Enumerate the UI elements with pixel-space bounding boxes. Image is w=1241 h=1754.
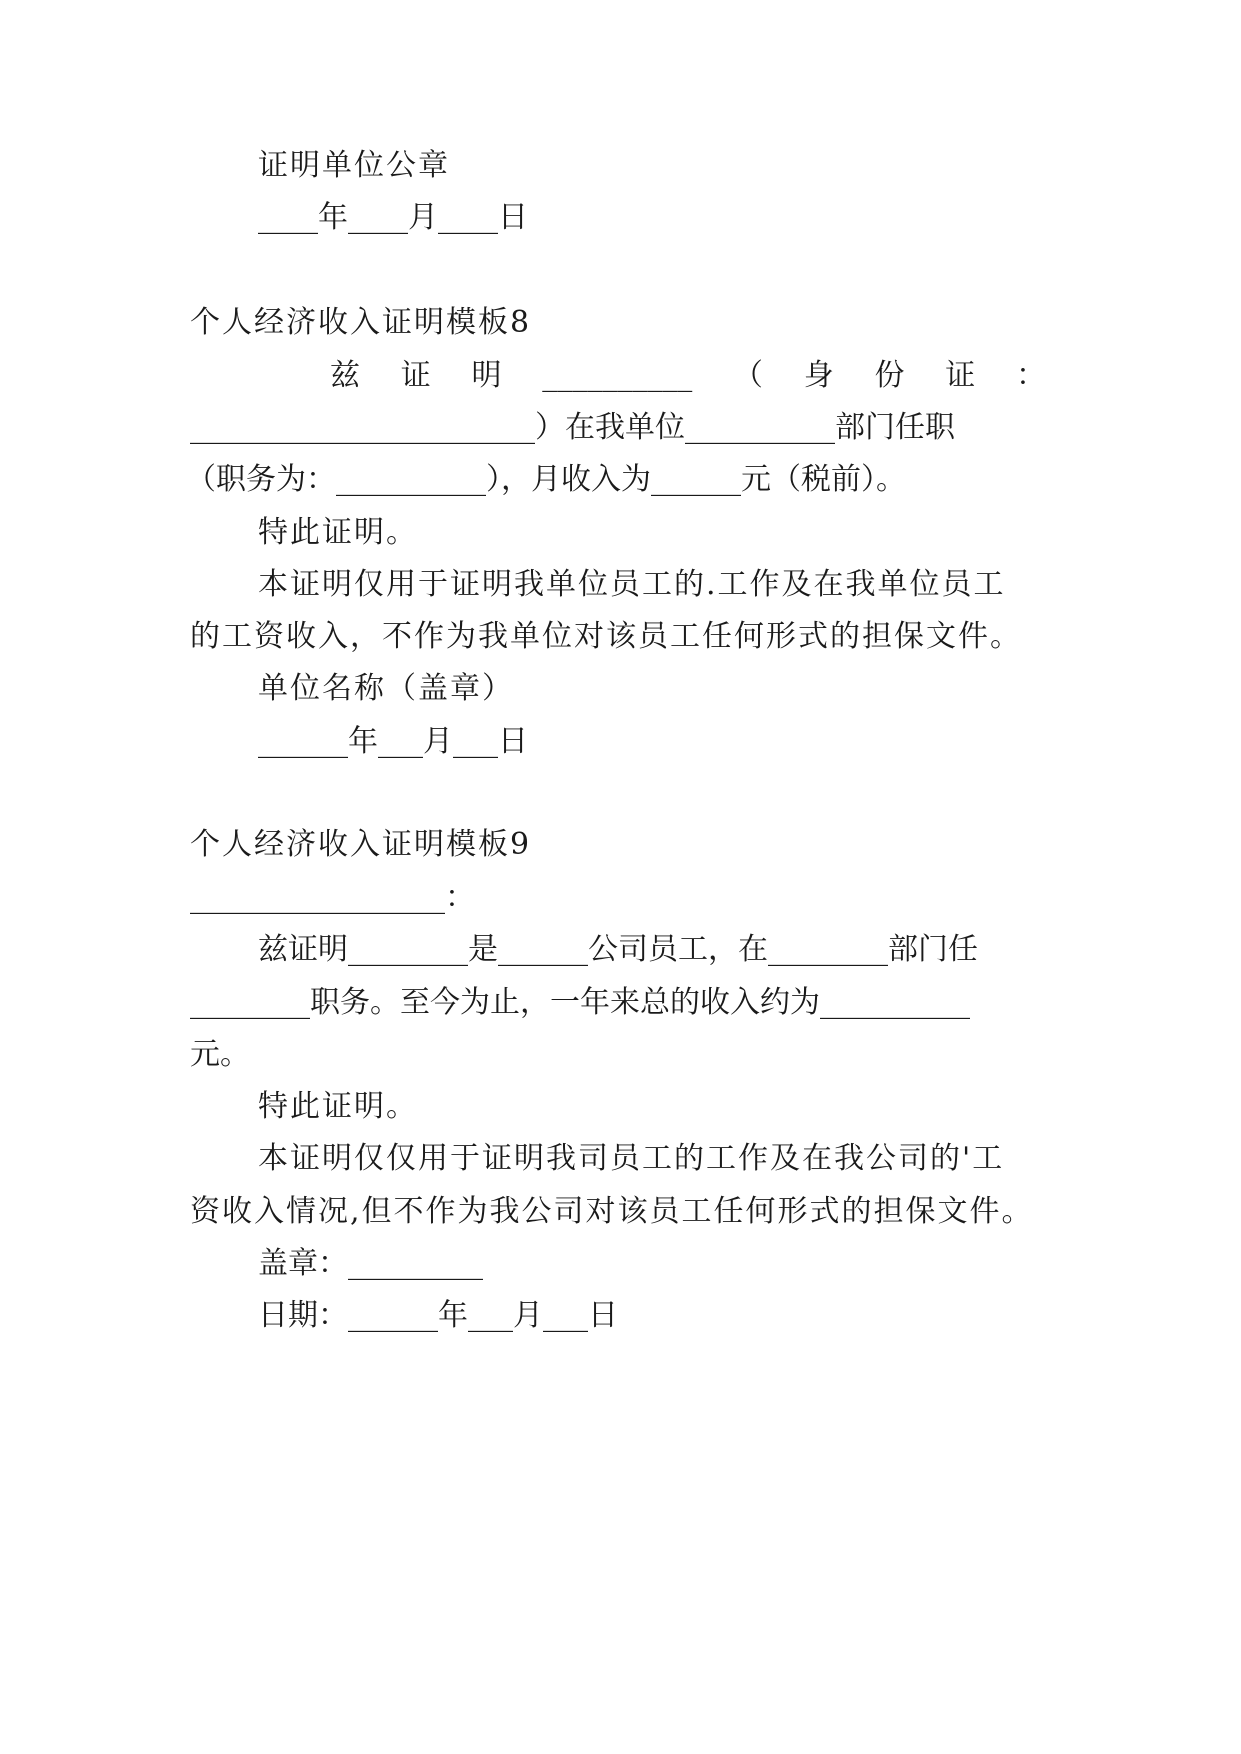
seal-line: 证明单位公章 — [258, 148, 450, 183]
paragraph-line: 资收入情况,但不作为我公司对该员工任何形式的担保文件。 — [190, 1194, 1034, 1229]
text-token: 份 — [874, 358, 905, 393]
closing-line: 特此证明。 — [258, 1089, 418, 1124]
text-token: 明 — [471, 358, 502, 393]
paragraph-line: 兹证明________是______公司员工，在________部门任 — [258, 932, 978, 967]
text-token: ： — [1016, 358, 1046, 393]
text-token: 证 — [400, 358, 431, 393]
paragraph-line: _______________________）在我单位__________部门任职 — [190, 410, 955, 445]
date-line: ______年___月___日 — [258, 724, 528, 759]
justified-line — [330, 358, 1046, 394]
section-heading-9: 个人经济收入证明模板9 — [190, 827, 532, 862]
seal-field-line: 盖章：_________ — [258, 1246, 483, 1281]
company-seal-line: 单位名称（盖章） — [258, 671, 514, 706]
addressee-line: _________________： — [190, 880, 475, 915]
section-heading-8: 个人经济收入证明模板8 — [190, 305, 532, 340]
blank-field: __________ — [542, 358, 693, 393]
paragraph-line: 的工资收入，不作为我单位对该员工任何形式的担保文件。 — [190, 619, 1022, 654]
paragraph-line: 本证明仅仅用于证明我司员工的工作及在我公司的'工 — [258, 1141, 1005, 1176]
paragraph-line: 本证明仅用于证明我单位员工的.工作及在我单位员工 — [258, 567, 1006, 602]
date-line: ____年____月____日 — [258, 200, 528, 235]
paragraph-line: （职务为：__________），月收入为______元（税前）。 — [186, 462, 906, 497]
text-token: 身 — [803, 358, 834, 393]
text-token: 证 — [945, 358, 976, 393]
text-token: 兹 — [330, 358, 360, 393]
date-field-line: 日期：______年___月___日 — [258, 1298, 618, 1333]
text-token: （ — [733, 358, 763, 393]
paragraph-line: ________职务。至今为止，一年来总的收入约为__________ — [190, 985, 970, 1020]
paragraph-line: 元。 — [190, 1037, 250, 1072]
closing-line: 特此证明。 — [258, 515, 418, 550]
